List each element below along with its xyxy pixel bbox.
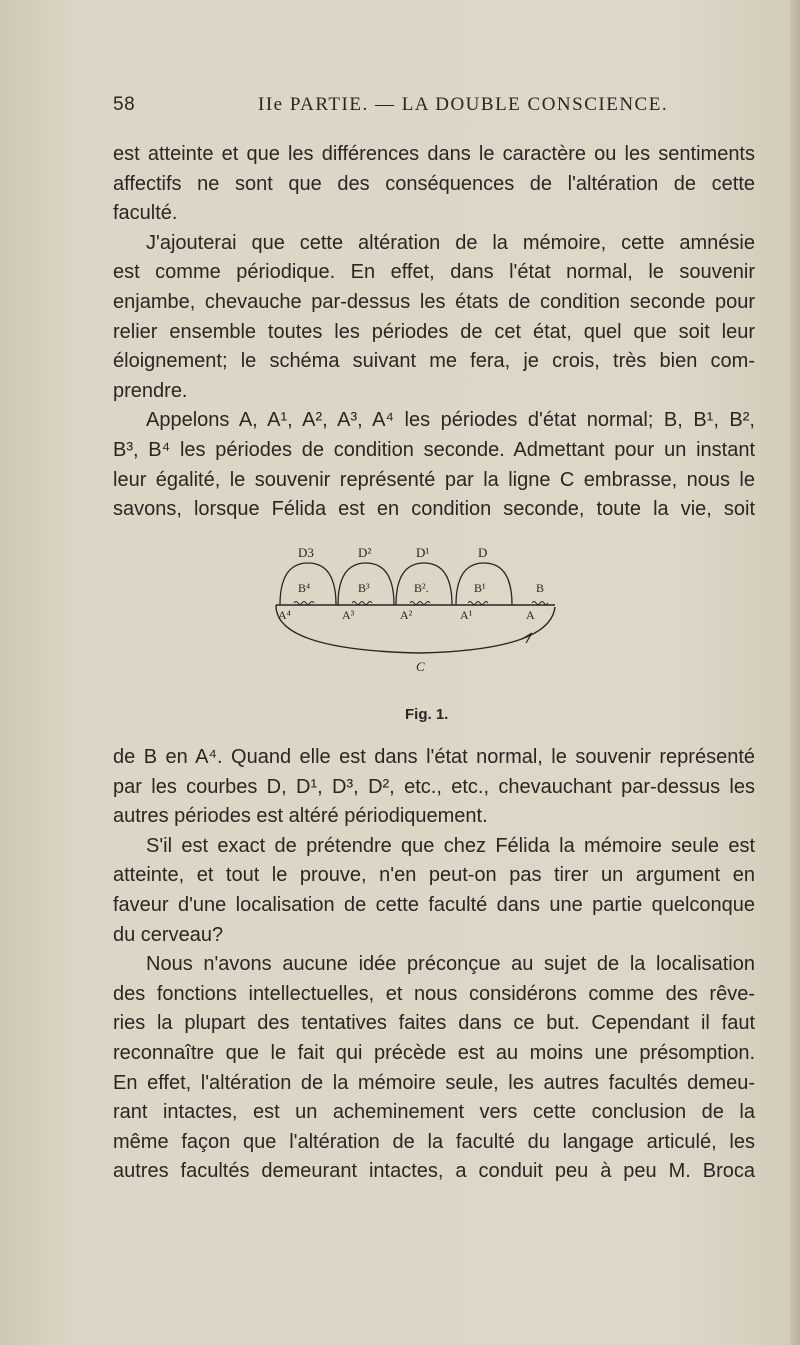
label-d1: D¹ [416, 545, 430, 560]
text-line: éloignement; le schéma suivant me fera, je crois, très bien com- [113, 350, 755, 373]
text-line: rant intactes, est un acheminement vers cette conclusion de la [113, 1101, 755, 1124]
curve-c [276, 605, 555, 653]
text-line: même façon que l'altération de la faculté du langage articulé, les [113, 1130, 755, 1153]
text-line: relier ensemble toutes les périodes de cet état, quel que soit leur [113, 320, 755, 343]
text-line: de B en A⁴. Quand elle est dans l'état normal, le souvenir représenté [113, 746, 755, 768]
text-line: S'il est exact de prétendre que chez Félida la mémoire seule est [146, 834, 755, 857]
label-c: C [416, 659, 425, 674]
text-block-top [113, 140, 755, 525]
label-d: D [478, 545, 488, 560]
text-line: En effet, l'altération de la mémoire seule, les autres facultés demeu- [113, 1071, 755, 1094]
text-line: faculté. [113, 202, 178, 225]
curve-c-arrow [522, 633, 532, 643]
page-number: 58 [113, 94, 136, 115]
memory-schema-figure [270, 535, 570, 705]
text-line: des fonctions intellectuelles, et nous considérons comme des rêve- [113, 982, 755, 1005]
text-line: est comme périodique. En effet, dans l'état normal, le souvenir [113, 261, 755, 284]
text-line: prendre. [113, 379, 188, 402]
figure-caption: Fig. 1. [405, 706, 449, 723]
page-edge-shadow [790, 0, 800, 1345]
running-title: IIe PARTIE. — LA DOUBLE CONSCIENCE. [258, 94, 669, 115]
wave-b4 [294, 602, 314, 605]
text-line: du cerveau? [113, 923, 224, 946]
text-block-bottom [113, 743, 755, 1187]
wave-b [532, 602, 548, 605]
text-line: enjambe, chevauche par-dessus les états de condition seconde pour [113, 290, 755, 313]
text-line: ries la plupart des tentatives faites dans ce but. Cependant il faut [113, 1012, 755, 1035]
label-a4: A⁴ [278, 608, 291, 622]
label-a2: A² [400, 608, 413, 622]
text-line: autres périodes est altéré périodiquement. [113, 805, 488, 828]
text-line: B³, B⁴ les périodes de condition seconde. Admettant pour un instant [113, 438, 755, 461]
label-b: B [536, 581, 545, 595]
label-a: A [526, 608, 535, 622]
label-b2: B². [414, 581, 429, 595]
wave-b1 [468, 602, 488, 605]
text-line: faveur d'une localisation de cette faculté dans une partie quelconque [113, 893, 755, 916]
text-line: est atteinte et que les différences dans le caractère ou les sentiments [113, 143, 755, 165]
label-d2: D² [358, 545, 372, 560]
label-d3: D3 [298, 545, 314, 560]
text-line: Nous n'avons aucune idée préconçue au sujet de la localisation [146, 953, 755, 976]
text-line: reconnaître que le fait qui précède est au moins une présomption. [113, 1041, 755, 1064]
label-a3: A³ [342, 608, 355, 622]
label-a1: A¹ [460, 608, 473, 622]
text-line: atteinte, et tout le prouve, n'en peut-on pas tirer un argument en [113, 864, 755, 887]
text-line: autres facultés demeurant intactes, a conduit peu à peu M. Broca [113, 1160, 755, 1183]
label-b4: B⁴ [298, 581, 311, 595]
text-line: affectifs ne sont que des conséquences de l'altération de cette [113, 172, 755, 195]
text-line: savons, lorsque Félida est en condition seconde, toute la vie, soit [113, 498, 755, 521]
wave-b3 [352, 602, 372, 605]
text-line: J'ajouterai que cette altération de la mémoire, cette amnésie [146, 231, 755, 254]
text-line: leur égalité, le souvenir représenté par la ligne C embrasse, nous le [113, 468, 755, 491]
text-line: Appelons A, A¹, A², A³, A⁴ les périodes d'état normal; B, B¹, B², [146, 409, 755, 432]
text-line: par les courbes D, D¹, D³, D², etc., etc., chevauchant par-dessus les [113, 775, 755, 798]
wave-b2 [410, 602, 430, 605]
label-b3: B³ [358, 581, 370, 595]
running-header [113, 94, 755, 124]
label-b1: B¹ [474, 581, 486, 595]
